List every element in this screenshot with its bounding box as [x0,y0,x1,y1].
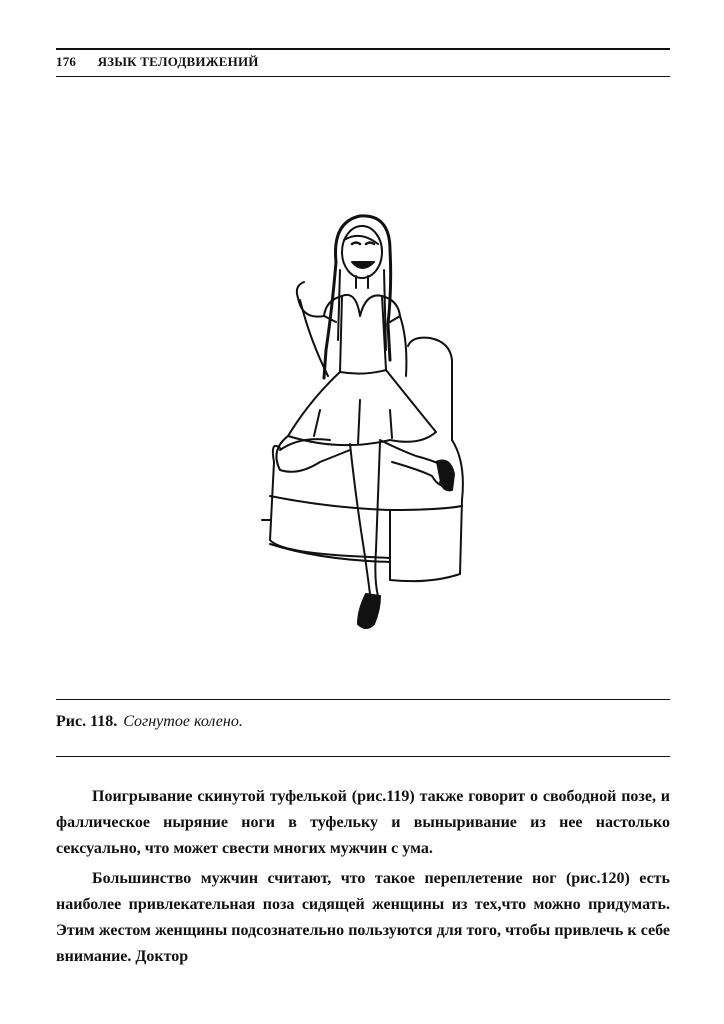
dress-top [340,295,386,374]
smile [352,262,374,268]
face [342,226,382,278]
hair-strands [338,236,386,350]
page-number: 176 [56,54,77,69]
armchair-cushion-edge [270,496,462,510]
skirt-folds [314,400,392,444]
caption-bottom-rule [56,756,670,757]
standing-shoe [358,594,380,628]
figure-illustration [240,200,480,660]
figure-caption-text: Согнутое колено. [123,713,243,730]
armchair-base [262,520,390,562]
eyes [352,243,374,245]
header-top-rule [56,48,670,50]
body-text [56,784,670,974]
armchair-seat [270,446,390,558]
running-header [56,54,259,72]
caption-top-rule [56,699,670,700]
crossed-leg [350,442,380,596]
running-title: ЯЗЫК ТЕЛОДВИЖЕНИЙ [97,54,259,69]
figure-label: Рис. 118. [56,713,118,730]
header-bottom-rule [56,76,670,77]
figure-caption [56,713,243,731]
paragraph: Большинство мужчин считают, что такое переплетение ног (рис.120) есть наиболее привлекательная поза сидящей женщины из тех,что можно придумать. Этим жестом женщины подсознательно пользуются для того, чтобы привлечь к себе внимание. Доктор [56,870,670,965]
paragraph: Поигрывание скинутой туфелькой (рис.119) также говорит о свободной позе, и фаллическое ныряние ноги в туфельку и выныривание из нее настолько сексуально, что может свести многих мужчин с ума. [56,788,670,857]
raised-shoe [436,461,454,491]
skirt [288,370,436,445]
